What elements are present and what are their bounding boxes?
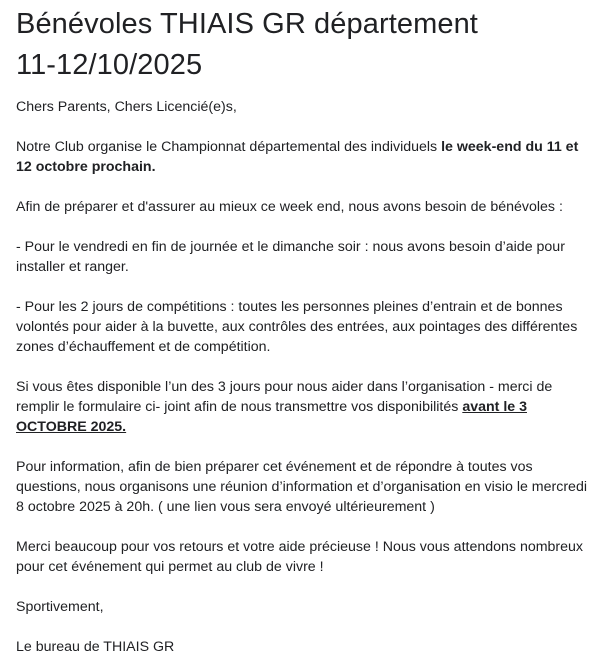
event-date-highlight: le week-end du 11 et 12 octobre prochain. (16, 139, 579, 175)
letter-body (16, 97, 597, 657)
setup-help-paragraph: - Pour le vendredi en fin de journée et le dimanche soir : nous avons besoin d’aide pour installer et ranger. (16, 239, 565, 275)
competition-help-paragraph: - Pour les 2 jours de compétitions : toutes les personnes pleines d’entrain et de bonnes volontés pour aider à la buvette, aux contrôles des entrées, aux pointages des différentes zones d’échauffement et de compétition. (16, 299, 578, 355)
title-line-1: Bénévoles THIAIS GR département (16, 8, 478, 40)
page-title (16, 4, 597, 86)
info-meeting-paragraph: Pour information, afin de bien préparer cet événement et de répondre à toutes vos questions, nous organisons une réunion d’information et d’organisation en visio le mercredi 8 octobre 2025 à 20h. ( une lien vous sera envoyé ultérieurement ) (16, 459, 587, 515)
signature-paragraph: Le bureau de THIAIS GR (16, 639, 175, 655)
thanks-paragraph: Merci beaucoup pour vos retours et votre aide précieuse ! Nous vous attendons nombreux pour cet événement qui permet au club de vivre ! (16, 539, 584, 575)
intro-text: Notre Club organise le Championnat départemental des individuels (16, 139, 442, 155)
volunteers-needed-paragraph: Afin de préparer et d'assurer au mieux ce week end, nous avons besoin de bénévoles : (16, 199, 563, 215)
closing-paragraph: Sportivement, (16, 599, 104, 615)
deadline-highlight: avant le 3 OCTOBRE 2025. (16, 399, 527, 435)
greeting-paragraph: Chers Parents, Chers Licencié(e)s, (16, 99, 237, 115)
intro-paragraph (16, 137, 597, 177)
availability-paragraph (16, 377, 597, 437)
title-line-2: 11-12/10/2025 (16, 49, 203, 81)
availability-text: Si vous êtes disponible l’un des 3 jours pour nous aider dans l’organisation - merci de remplir le formulaire ci- joint afin de nous transmettre vos disponibilités (16, 379, 553, 415)
